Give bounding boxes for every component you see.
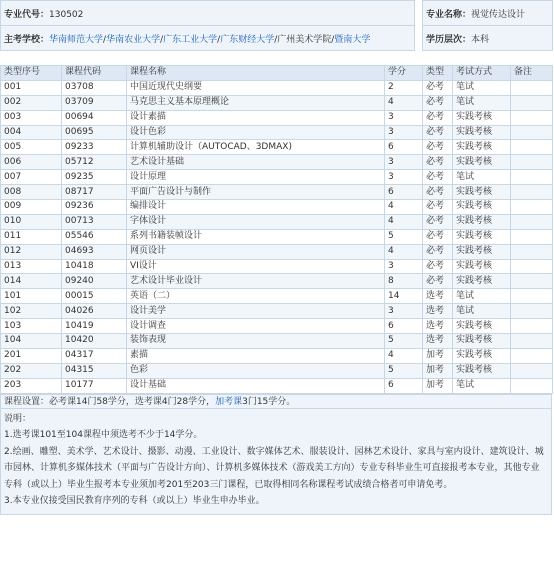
table-cell: 实践考核 [453,334,511,349]
table-cell: 00695 [62,125,127,140]
table-cell: 设计调查 [127,319,385,334]
table-cell: 04693 [62,244,127,259]
table-cell: 选考 [423,304,453,319]
table-row [1,319,553,334]
table-cell: 6 [385,185,423,200]
table-cell: 3 [385,110,423,125]
table-cell: 00015 [62,289,127,304]
school-label: 主考学校： [4,34,50,45]
table-cell: 马克思主义基本原理概论 [127,95,385,110]
table-cell [511,140,553,155]
table-row [1,185,553,200]
table-cell: 必考 [423,155,453,170]
note-item: 3.本专业仅接受国民教育序列的专科（或以上）毕业生申办毕业。 [4,496,265,507]
course-table [0,65,553,394]
table-cell: 03708 [62,80,127,95]
table-cell [511,378,553,393]
table-cell: 系列书籍装帧设计 [127,229,385,244]
school-link[interactable]: 华南农业大学 [106,34,161,45]
table-cell: 09240 [62,274,127,289]
school-separator: / [160,34,164,45]
table-cell: 实践考核 [453,140,511,155]
table-cell [511,274,553,289]
table-cell: 计算机辅助设计（AUTOCAD、3DMAX) [127,140,385,155]
column-header: 学分 [385,66,423,81]
table-cell [511,200,553,215]
school-separator: / [331,34,335,45]
table-cell: 实践考核 [453,155,511,170]
table-cell: 4 [385,348,423,363]
table-cell: 104 [1,334,62,349]
table-cell: 003 [1,110,62,125]
table-cell [511,289,553,304]
school-link[interactable]: 广东工业大学 [163,34,218,45]
school-separator: / [103,34,107,45]
column-header: 考试方式 [453,66,511,81]
table-cell: 网页设计 [127,244,385,259]
course-setting-summary [0,394,552,409]
table-cell: 必考 [423,170,453,185]
table-cell [511,185,553,200]
school-link[interactable]: 华南师范大学 [49,34,104,45]
table-cell: 09236 [62,200,127,215]
table-row [1,229,553,244]
table-row [1,274,553,289]
table-cell [511,110,553,125]
level-value: 本科 [471,34,490,45]
table-cell: 6 [385,140,423,155]
table-cell: 实践考核 [453,185,511,200]
table-cell: 6 [385,378,423,393]
table-cell: 203 [1,378,62,393]
table-cell [511,319,553,334]
header-gap [415,1,423,26]
table-cell [511,244,553,259]
table-cell: 007 [1,170,62,185]
table-cell: 笔试 [453,289,511,304]
major-name-label: 专业名称： [426,9,472,20]
table-cell: 选考 [423,334,453,349]
setting-highlight-link[interactable]: 加考课 [215,396,243,407]
table-cell: 010 [1,214,62,229]
table-cell: 笔试 [453,304,511,319]
table-cell: 笔试 [453,80,511,95]
table-cell: 设计原理 [127,170,385,185]
table-cell: 笔试 [453,378,511,393]
table-cell: 必考 [423,110,453,125]
table-cell: 实践考核 [453,229,511,244]
table-cell: 实践考核 [453,274,511,289]
table-cell: 实践考核 [453,244,511,259]
table-cell: 设计色彩 [127,125,385,140]
table-cell: VI设计 [127,259,385,274]
table-cell: 202 [1,363,62,378]
table-cell: 2 [385,80,423,95]
table-row [1,259,553,274]
table-cell: 字体设计 [127,214,385,229]
column-header: 备注 [511,66,553,81]
table-cell: 必考 [423,244,453,259]
table-cell [511,259,553,274]
school-link[interactable]: 暨南大学 [334,34,371,45]
table-cell: 00694 [62,110,127,125]
major-code: 130502 [49,9,84,20]
table-cell: 设计素描 [127,110,385,125]
table-row [1,378,553,393]
major-name: 视觉传达设计 [471,9,526,20]
table-cell: 选考 [423,319,453,334]
table-cell: 必考 [423,80,453,95]
table-cell: 必考 [423,214,453,229]
note-item: 2.绘画、雕塑、美术学、艺术设计、摄影、动漫、工业设计、数字媒体艺术、服装设计、园林艺术设计、家具与室内设计、建筑设计、城市园林、计算机多媒体技术（平面与广告设计方向）、计算机多媒体技术（游戏美工方向）专业专科毕业生可直接报考本专业，其他专业专科（或以上）毕业生报考本专业须加考201至203三门课程，已取得相同名称课程考试成绩合格者可申请免考。 [4,446,544,490]
table-cell [511,214,553,229]
school-separator: / [274,34,278,45]
school-list [49,35,370,45]
table-header-row [1,66,553,81]
column-header: 类型序号 [1,66,62,81]
table-cell: 必考 [423,274,453,289]
table-cell: 008 [1,185,62,200]
table-cell: 011 [1,229,62,244]
notes-section [0,409,552,515]
table-cell: 014 [1,274,62,289]
table-cell: 必考 [423,259,453,274]
table-cell: 013 [1,259,62,274]
table-cell: 英语（二） [127,289,385,304]
table-cell: 005 [1,140,62,155]
note-item: 1.选考课101至104课程中须选考不少于14学分。 [4,430,203,441]
table-cell: 103 [1,319,62,334]
course-table-body [1,66,553,394]
table-cell [511,170,553,185]
table-cell: 4 [385,95,423,110]
column-header: 课程名称 [127,66,385,81]
table-row [1,334,553,349]
table-row [1,170,553,185]
table-cell: 设计美学 [127,304,385,319]
table-cell: 201 [1,348,62,363]
setting-suffix: 3门15学分。 [242,396,296,407]
table-cell [511,348,553,363]
table-cell [511,229,553,244]
table-cell: 10418 [62,259,127,274]
notes-title: 说明： [4,413,32,424]
table-cell: 6 [385,319,423,334]
major-code-label: 专业代号： [4,9,50,20]
table-cell: 05546 [62,229,127,244]
table-cell: 必考 [423,95,453,110]
table-cell: 04026 [62,304,127,319]
table-cell: 实践考核 [453,125,511,140]
table-cell: 3 [385,170,423,185]
table-cell: 001 [1,80,62,95]
table-cell: 012 [1,244,62,259]
table-cell: 09233 [62,140,127,155]
table-cell: 10420 [62,334,127,349]
table-cell: 08717 [62,185,127,200]
table-cell: 实践考核 [453,348,511,363]
table-cell: 加考 [423,378,453,393]
table-cell: 05712 [62,155,127,170]
table-cell: 选考 [423,289,453,304]
table-row [1,155,553,170]
table-cell: 实践考核 [453,319,511,334]
table-cell: 04315 [62,363,127,378]
column-header: 类型 [423,66,453,81]
school-link[interactable]: 广东财经大学 [220,34,275,45]
school-cell [1,26,415,51]
table-cell: 实践考核 [453,259,511,274]
table-cell: 03709 [62,95,127,110]
table-cell [511,304,553,319]
table-cell: 素描 [127,348,385,363]
table-cell: 006 [1,155,62,170]
table-cell: 必考 [423,140,453,155]
table-cell: 04317 [62,348,127,363]
table-cell: 必考 [423,185,453,200]
level-label: 学历层次： [426,34,472,45]
table-cell: 笔试 [453,170,511,185]
header-gap [415,26,423,51]
table-row [1,244,553,259]
school-separator: / [217,34,221,45]
table-cell: 实践考核 [453,363,511,378]
table-cell: 实践考核 [453,214,511,229]
table-cell: 002 [1,95,62,110]
table-cell [511,334,553,349]
table-cell: 009 [1,200,62,215]
header-row-1 [1,1,553,26]
table-cell: 3 [385,125,423,140]
table-cell: 5 [385,334,423,349]
table-cell: 101 [1,289,62,304]
table-cell: 实践考核 [453,200,511,215]
table-cell [511,80,553,95]
table-cell: 加考 [423,348,453,363]
school-name: 广州美术学院 [277,34,332,45]
table-cell: 3 [385,304,423,319]
major-header [0,0,553,51]
major-name-cell [423,1,553,26]
table-cell: 必考 [423,200,453,215]
level-cell [423,26,553,51]
setting-prefix: 课程设置：必考课14门58学分，选考课4门28学分， [4,396,216,407]
table-cell: 102 [1,304,62,319]
table-cell: 10419 [62,319,127,334]
table-row [1,110,553,125]
column-header: 课程代码 [62,66,127,81]
table-row [1,348,553,363]
table-cell: 5 [385,363,423,378]
table-row [1,289,553,304]
table-cell: 平面广告设计与制作 [127,185,385,200]
table-row [1,95,553,110]
table-cell: 4 [385,244,423,259]
table-row [1,363,553,378]
table-cell: 加考 [423,363,453,378]
table-cell: 14 [385,289,423,304]
table-cell: 艺术设计基础 [127,155,385,170]
major-code-cell [1,1,415,26]
table-cell: 4 [385,214,423,229]
table-cell: 10177 [62,378,127,393]
table-cell: 必考 [423,229,453,244]
table-cell: 编排设计 [127,200,385,215]
header-row-2 [1,26,553,51]
table-cell: 3 [385,259,423,274]
table-cell: 5 [385,229,423,244]
table-row [1,125,553,140]
table-row [1,80,553,95]
table-cell [511,155,553,170]
table-cell: 004 [1,125,62,140]
table-row [1,140,553,155]
table-cell: 必考 [423,125,453,140]
table-cell: 笔试 [453,95,511,110]
table-cell: 8 [385,274,423,289]
table-cell: 09235 [62,170,127,185]
table-cell [511,95,553,110]
table-cell [511,125,553,140]
table-row [1,304,553,319]
table-cell: 色彩 [127,363,385,378]
table-cell: 艺术设计毕业设计 [127,274,385,289]
table-cell: 4 [385,200,423,215]
table-cell: 3 [385,155,423,170]
table-row [1,214,553,229]
table-cell: 中国近现代史纲要 [127,80,385,95]
table-row [1,200,553,215]
table-cell [511,363,553,378]
table-cell: 00713 [62,214,127,229]
table-cell: 实践考核 [453,110,511,125]
table-cell: 设计基础 [127,378,385,393]
table-cell: 装饰表现 [127,334,385,349]
